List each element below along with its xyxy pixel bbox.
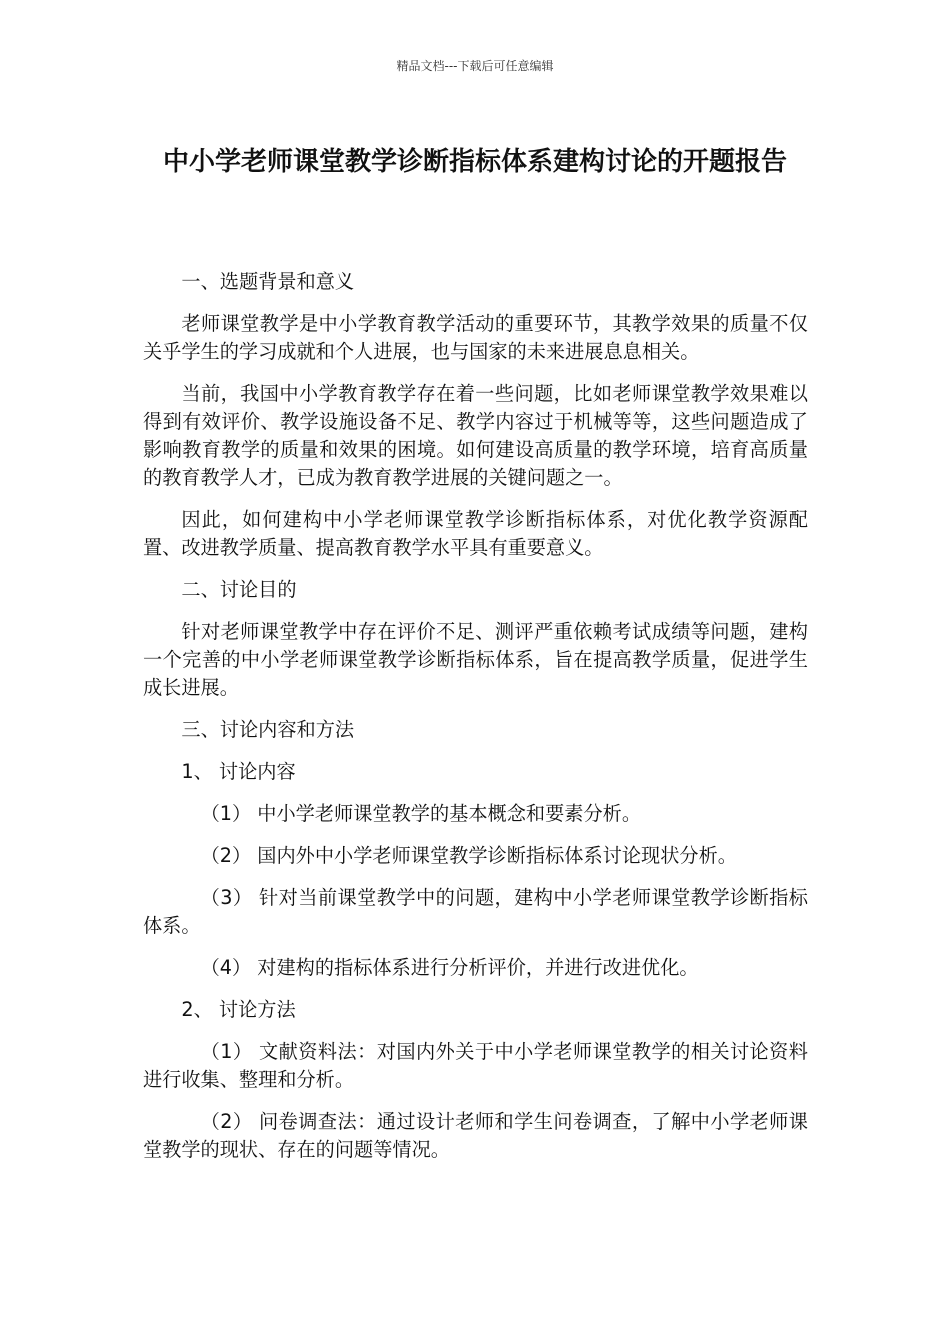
document-title: 中小学老师课堂教学诊断指标体系建构讨论的开题报告: [162, 147, 787, 177]
paragraph-significance: 因此，如何建构中小学老师课堂教学诊断指标体系，对优化教学资源配置、改进教学质量、提高教育教学水平具有重要意义。: [143, 508, 808, 559]
paragraph-teaching-importance: 老师课堂教学是中小学教育教学活动的重要环节，其教学效果的质量不仅关乎学生的学习成就和个人进展，也与国家的未来进展息息相关。: [143, 312, 808, 363]
paragraph-current-problems: 当前，我国中小学教育教学存在着一些问题，比如老师课堂教学效果难以得到有效评价、教学设施设备不足、教学内容过于机械等等，这些问题造成了影响教育教学的质量和效果的困境。如何建设高质量的教学环境，培育高质量的教育教学人才，已成为教育教学进展的关键问题之一。: [143, 382, 808, 489]
content-item-3: （3） 针对当前课堂教学中的问题，建构中小学老师课堂教学诊断指标体系。: [143, 886, 808, 937]
section-heading-purpose: 二、讨论目的: [181, 578, 297, 601]
section-heading-content-method: 三、讨论内容和方法: [181, 718, 355, 741]
method-item-2: （2） 问卷调查法：通过设计老师和学生问卷调查，了解中小学老师课堂教学的现状、存在的问题等情况。: [143, 1110, 808, 1161]
paragraph-purpose: 针对老师课堂教学中存在评价不足、测评严重依赖考试成绩等问题，建构一个完善的中小学老师课堂教学诊断指标体系，旨在提高教学质量，促进学生成长进展。: [143, 620, 808, 699]
subheading-content: 1、 讨论内容: [181, 760, 296, 783]
content-item-4: （4） 对建构的指标体系进行分析评价，并进行改进优化。: [200, 956, 699, 979]
content-item-2: （2） 国内外中小学老师课堂教学诊断指标体系讨论现状分析。: [200, 844, 737, 867]
section-heading-background: 一、选题背景和意义: [181, 270, 355, 293]
header-note: 精品文档---下载后可任意编辑: [396, 59, 554, 73]
content-item-1: （1） 中小学老师课堂教学的基本概念和要素分析。: [200, 802, 642, 825]
document-body: [143, 268, 808, 1178]
subheading-method: 2、 讨论方法: [181, 998, 296, 1021]
method-item-1: （1） 文献资料法：对国内外关于中小学老师课堂教学的相关讨论资料进行收集、整理和分析。: [143, 1040, 808, 1091]
